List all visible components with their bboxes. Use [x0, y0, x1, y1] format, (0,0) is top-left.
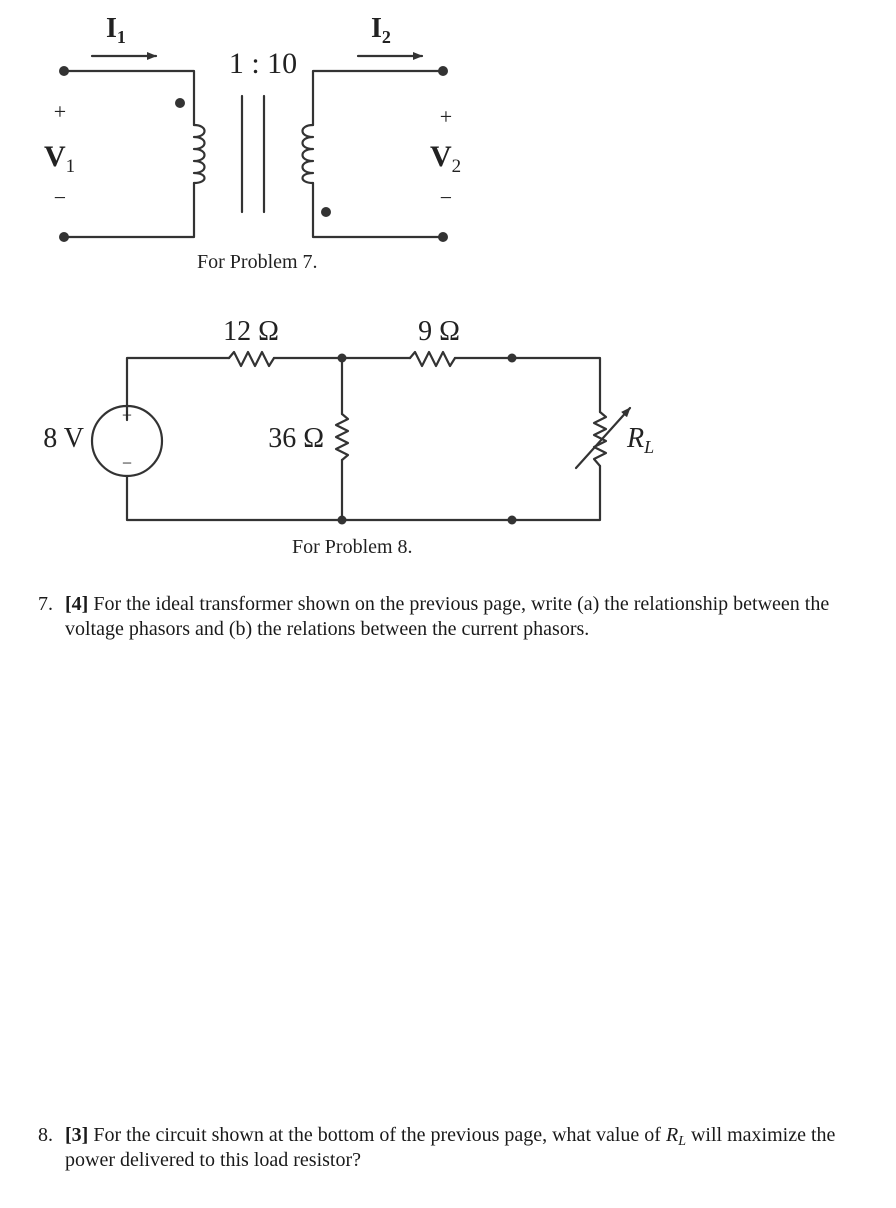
junction-top-right	[508, 354, 517, 363]
terminal-primary-bottom	[59, 232, 69, 242]
v2-plus-sign: +	[439, 104, 453, 129]
primary-polarity-dot	[175, 98, 185, 108]
v1-minus-sign: −	[53, 185, 67, 210]
resistor-12-ohm	[229, 352, 274, 366]
primary-top-wire	[64, 71, 194, 125]
turns-ratio-label: 1 : 10	[228, 47, 298, 80]
current-1-label: $I_1$	[106, 13, 126, 47]
load-resistor	[594, 412, 606, 466]
question-7-text: For the ideal transformer shown on the previous page, write (a) the relationship between the voltage phasors and (b) the relations between the current phasors.	[65, 593, 830, 640]
current-2-label: $I_2$	[371, 13, 391, 47]
question-8-number: 8.	[38, 1124, 53, 1146]
voltage-2-label: $V_2$	[430, 140, 462, 177]
question-7-points: [4]	[65, 593, 89, 615]
resistor-36-ohm	[336, 414, 348, 460]
secondary-bottom-wire	[313, 183, 443, 237]
junction-bottom-middle	[338, 516, 347, 525]
question-8-variable: $R_L$	[665, 1124, 686, 1149]
junction-top-middle	[338, 354, 347, 363]
question-7-body	[65, 592, 878, 642]
question-8-points: [3]	[65, 1124, 89, 1146]
primary-bottom-wire	[64, 183, 194, 237]
transformer-circuit	[44, 13, 461, 273]
problem7-caption: For Problem 7.	[197, 251, 318, 273]
problem8-caption: For Problem 8.	[292, 536, 413, 558]
source-minus-sign: −	[121, 453, 133, 473]
v1-plus-sign: +	[53, 99, 67, 124]
resistor-9-ohm	[410, 352, 455, 366]
top-right-wire	[455, 358, 600, 412]
question-7	[38, 592, 878, 642]
r36-label: 36 Ω	[268, 423, 324, 454]
r9-label: 9 Ω	[418, 316, 460, 347]
question-8-text-before: For the circuit shown at the bottom of the previous page, what value of	[88, 1124, 666, 1146]
v2-minus-sign: −	[439, 185, 453, 210]
question-8	[38, 1123, 878, 1173]
source-label: 8 V	[43, 423, 84, 454]
terminal-secondary-top	[438, 66, 448, 76]
load-label: $R_L$	[627, 423, 655, 457]
secondary-coil	[303, 125, 314, 183]
terminal-secondary-bottom	[438, 232, 448, 242]
voltage-1-label: $V_1$	[44, 140, 76, 177]
question-8-body	[65, 1123, 878, 1173]
variable-arrow	[576, 408, 630, 468]
question-7-number: 7.	[38, 593, 53, 615]
bottom-wire	[127, 466, 600, 520]
resistor-circuit	[43, 316, 654, 558]
question-8-text-after: will maximize the power delivered to this load resistor?	[65, 1124, 836, 1171]
circuit-figures	[0, 0, 896, 570]
primary-coil	[194, 125, 205, 183]
source-plus-sign: +	[121, 405, 133, 425]
r12-label: 12 Ω	[223, 316, 279, 347]
junction-bottom-right	[508, 516, 517, 525]
secondary-top-wire	[313, 71, 443, 125]
terminal-primary-top	[59, 66, 69, 76]
secondary-polarity-dot	[321, 207, 331, 217]
